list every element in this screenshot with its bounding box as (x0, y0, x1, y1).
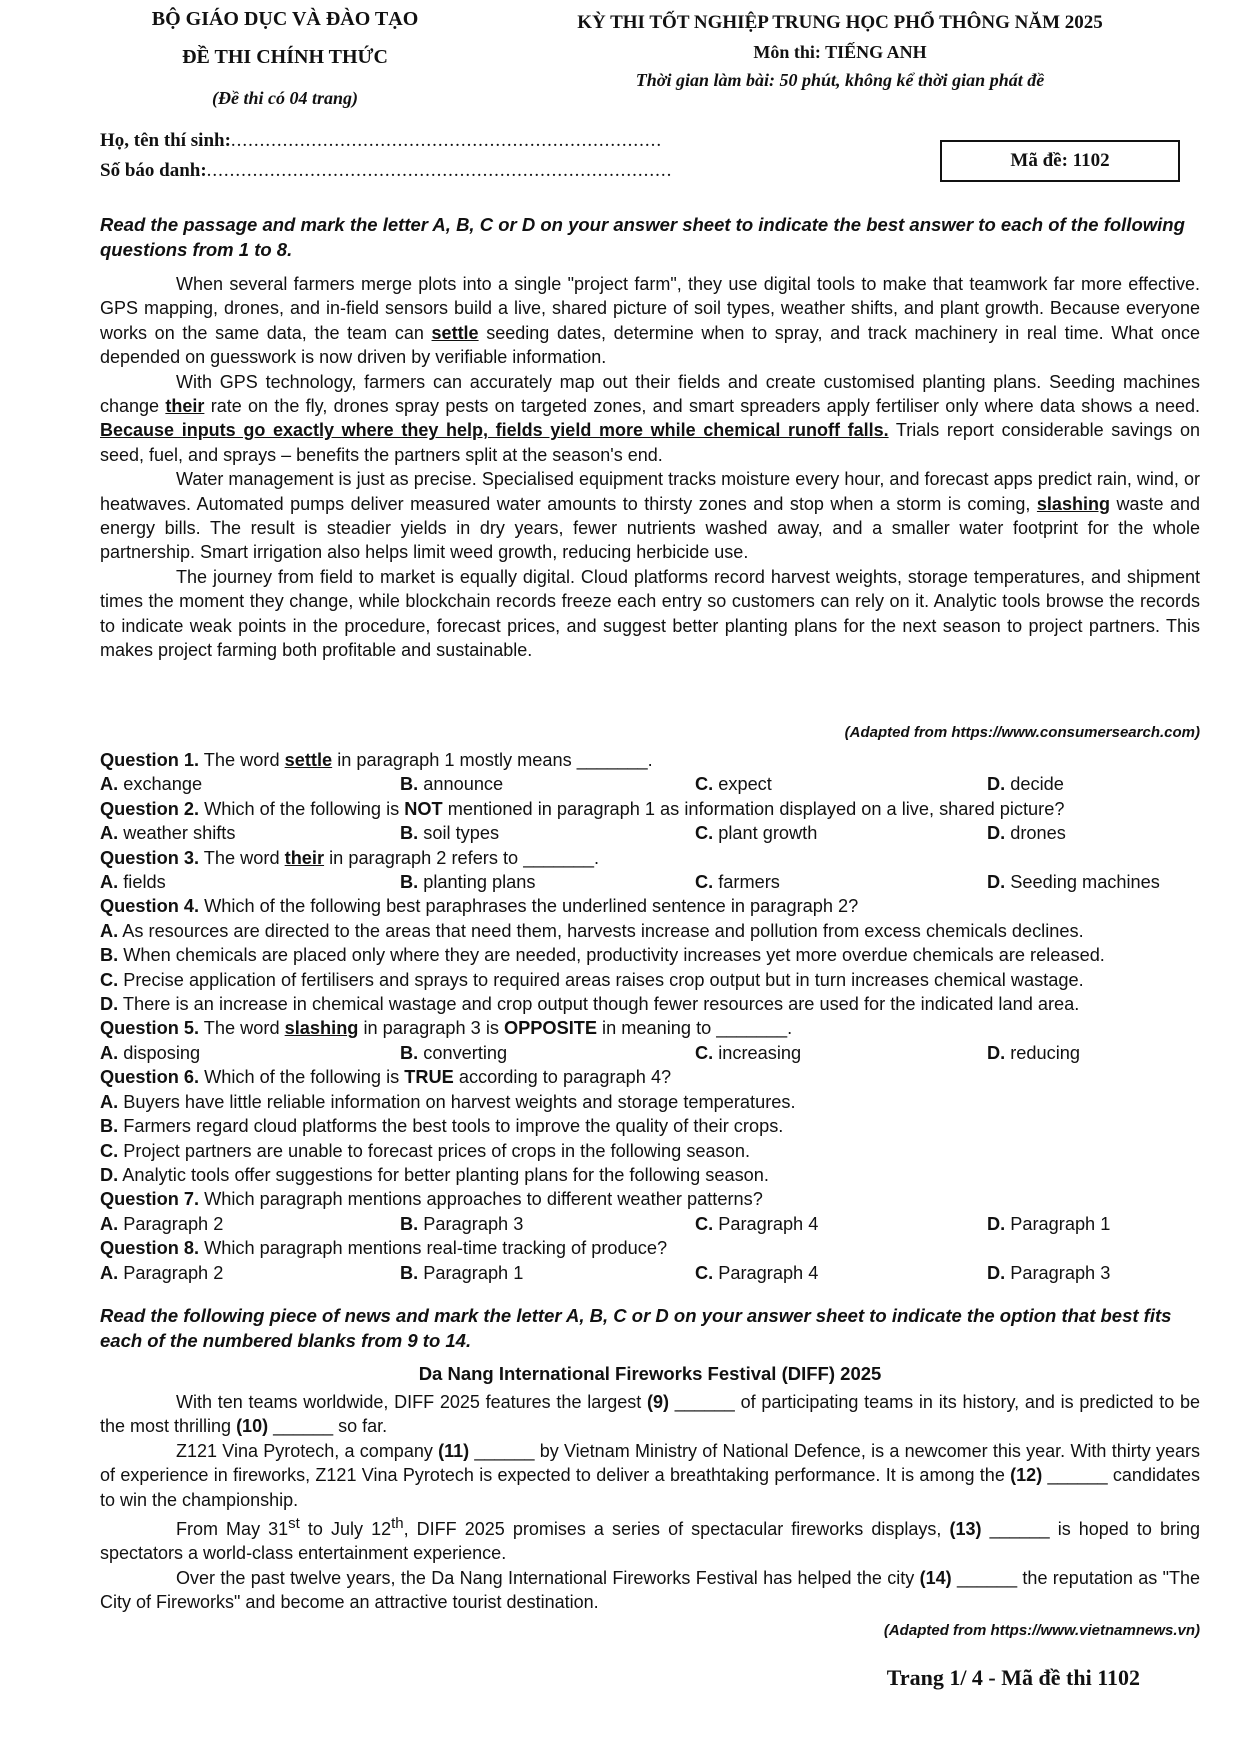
passage-source: (Adapted from https://www.consumersearch.com) (844, 724, 1200, 741)
section2-instruction: Read the following piece of news and mark the letter A, B, C or D on your answer sheet to indicate the option that best fits each of the numbered blanks from 9 to 14. (100, 1305, 1172, 1351)
candidate-name-field[interactable]: ........................................................................... (230, 130, 663, 151)
passage-paragraph-2: With GPS technology, farmers can accurately map out their fields and create customised planting plans. Seeding machines change their rate on the fly, drones spray pests on targeted zones, and smart spreaders apply fertiliser only where data shows a need. Because inputs go exactly where they help, fields yield more while chemical runoff falls. Trials report considerable savings on seed, fuel, and sprays – benefits the partners split at the season's end. (100, 371, 1200, 465)
question-list (100, 748, 1200, 1285)
option-d[interactable]: D. reducing (987, 1042, 1081, 1063)
blank-14[interactable]: (14) (919, 1567, 952, 1588)
option-d[interactable]: D. drones (987, 823, 1066, 844)
question-5-options (100, 1041, 1200, 1065)
option-d[interactable]: D. There is an increase in chemical wastage and crop output though fewer resources are used for the indicated land area. (100, 994, 1080, 1015)
option-d[interactable]: D. Analytic tools offer suggestions for better planting plans for the following season. (100, 1164, 769, 1185)
candidate-number-label: Số báo danh: (100, 160, 207, 181)
option-c[interactable]: C. Paragraph 4 (695, 1213, 819, 1234)
question-2: Question 2. Which of the following is NOT mentioned in paragraph 1 as information displayed on a live, shared picture? (100, 798, 1065, 819)
question-1-options (100, 772, 1200, 796)
option-a[interactable]: A. weather shifts (100, 823, 236, 844)
pages-note: (Đề thi có 04 trang) (212, 88, 358, 108)
page-footer: Trang 1/ 4 - Mã đề thi 1102 (886, 1665, 1140, 1690)
option-b[interactable]: B. converting (400, 1042, 508, 1063)
option-a[interactable]: A. Paragraph 2 (100, 1262, 224, 1283)
section1-instruction: Read the passage and mark the letter A, B, C or D on your answer sheet to indicate the best answer to each of the following questions from 1 to 8. (100, 214, 1185, 260)
question-3-options (100, 870, 1200, 894)
blank-13[interactable]: (13) (949, 1519, 982, 1540)
blank-9[interactable]: (9) (647, 1392, 669, 1412)
option-b[interactable]: B. Paragraph 3 (400, 1213, 524, 1234)
option-d[interactable]: D. Seeding machines (987, 872, 1160, 893)
option-c[interactable]: C. expect (695, 774, 772, 795)
underlined-word-settle: settle (431, 322, 479, 343)
official-exam-label: ĐỀ THI CHÍNH THỨC (182, 46, 388, 68)
question-7-options (100, 1212, 1200, 1236)
candidate-name-label: Họ, tên thí sinh: (100, 130, 231, 151)
question-3: Question 3. The word their in paragraph 2 refers to _______. (100, 847, 600, 868)
option-a[interactable]: A. fields (100, 872, 166, 893)
blank-10[interactable]: (10) (236, 1416, 269, 1437)
question-5: Question 5. The word slashing in paragraph 3 is OPPOSITE in meaning to _______. (100, 1018, 793, 1039)
ministry-name: BỘ GIÁO DỤC VÀ ĐÀO TẠO (151, 8, 419, 30)
option-b[interactable]: B. When chemicals are placed only where they are needed, productivity increases yet more overdue chemicals are released. (100, 945, 1105, 966)
candidate-number-field[interactable]: ................................................................................. (206, 160, 673, 181)
blank-11[interactable]: (11) (438, 1440, 470, 1461)
question-1: Question 1. The word settle in paragraph 1 mostly means _______. (100, 750, 653, 770)
option-a[interactable]: A. As resources are directed to the areas that need them, harvests increase and pollution from excess chemicals declines. (100, 920, 1084, 941)
question-2-options (100, 821, 1200, 845)
news-passage (100, 1390, 1200, 1615)
option-a[interactable]: A. Paragraph 2 (100, 1213, 224, 1234)
passage-paragraph-1: When several farmers merge plots into a single "project farm", they use digital tools to make that teamwork far more effective. GPS mapping, drones, and in-field sensors build a live, shared picture of soil types, weather shifts, and plant growth. Because everyone works on the same data, the team can settle seeding dates, determine when to spray, and track machinery in real time. What once depended on guesswork is now driven by verifiable information. (100, 274, 1200, 368)
question-6: Question 6. Which of the following is TRUE according to paragraph 4? (100, 1067, 672, 1088)
candidate-name-line (100, 130, 662, 152)
option-d[interactable]: D. Paragraph 1 (987, 1213, 1111, 1234)
reading-passage (100, 272, 1200, 663)
exam-code-box (940, 140, 1180, 182)
exam-duration: Thời gian làm bài: 50 phút, không kể thời gian phát đề (635, 70, 1045, 90)
question-7: Question 7. Which paragraph mentions approaches to different weather patterns? (100, 1189, 763, 1210)
option-b[interactable]: B. planting plans (400, 872, 536, 893)
news-paragraph-4: Over the past twelve years, the Da Nang International Fireworks Festival has helped the city (14) ______ the reputation as "The City of Fireworks" and become an attractive tourist destination. (100, 1567, 1200, 1613)
news-paragraph-3: From May 31st to July 12th, DIFF 2025 promises a series of spectacular fireworks displays, (13) ______ is hoped to bring spectators a world-class entertainment experience. (100, 1515, 1200, 1564)
option-d[interactable]: D. Paragraph 3 (987, 1262, 1111, 1283)
news-source: (Adapted from https://www.vietnamnews.vn) (883, 1622, 1200, 1639)
question-8-options (100, 1261, 1200, 1285)
underlined-word-slashing: slashing (1036, 493, 1110, 514)
candidate-number-line (100, 160, 672, 182)
option-b[interactable]: B. soil types (400, 823, 500, 844)
option-a[interactable]: A. exchange (100, 774, 203, 795)
exam-code: Mã đề: 1102 (1010, 150, 1110, 171)
option-b[interactable]: B. Paragraph 1 (400, 1262, 524, 1283)
option-c[interactable]: C. plant growth (695, 823, 818, 844)
passage-paragraph-3: Water management is just as precise. Specialised equipment tracks moisture every hour, and forecast apps predict rain, wind, or heatwaves. Automated pumps deliver measured water amounts to thirsty zones and stop when a storm is coming, slashing waste and energy bills. The result is steadier yields in dry years, fewer nutrients washed away, and a smaller water footprint for the whole partnership. Smart irrigation also helps limit weed growth, reducing herbicide use. (100, 469, 1201, 563)
exam-title: KỲ THI TỐT NGHIỆP TRUNG HỌC PHỔ THÔNG NĂM 2025 (577, 12, 1103, 33)
news-paragraph-1: With ten teams worldwide, DIFF 2025 features the largest (9) ______ of participating teams in its history, and is predicted to be the most thrilling (10) ______ so far. (100, 1392, 1201, 1437)
option-c[interactable]: C. farmers (695, 872, 780, 893)
blank-12[interactable]: (12) (1010, 1465, 1043, 1486)
option-a[interactable]: A. disposing (100, 1042, 201, 1063)
news-paragraph-2: Z121 Vina Pyrotech, a company (11) ______ by Vietnam Ministry of National Defence, is a newcomer this year. With thirty years of experience in fireworks, Z121 Vina Pyrotech is expected to deliver a breathtaking performance. It is among the (12) ______ candidates to win the championship. (100, 1440, 1200, 1510)
option-c[interactable]: C. Project partners are unable to forecast prices of crops in the following season. (100, 1140, 751, 1161)
underlined-word-their: their (165, 396, 205, 417)
option-b[interactable]: B. Farmers regard cloud platforms the best tools to improve the quality of their crops. (100, 1116, 784, 1137)
question-4: Question 4. Which of the following best paraphrases the underlined sentence in paragraph 2? (100, 896, 859, 917)
option-c[interactable]: C. Paragraph 4 (695, 1262, 819, 1283)
news-title: Da Nang International Fireworks Festival (DIFF) 2025 (418, 1363, 882, 1384)
option-a[interactable]: A. Buyers have little reliable information on harvest weights and storage temperatures. (100, 1091, 796, 1112)
question-8: Question 8. Which paragraph mentions real-time tracking of produce? (100, 1238, 668, 1259)
option-b[interactable]: B. announce (400, 774, 504, 795)
underlined-sentence: Because inputs go exactly where they help, fields yield more while chemical runoff falls. (100, 420, 889, 441)
passage-paragraph-4: The journey from field to market is equally digital. Cloud platforms record harvest weights, storage temperatures, and shipment times the moment they change, while blockchain records freeze each entry so customers can rely on it. Analytic tools browse the records to indicate weak points in the procedure, forecast prices, and suggest better planting plans for the next season to project partners. This makes project farming both profitable and sustainable. (100, 566, 1200, 661)
option-c[interactable]: C. Precise application of fertilisers and sprays to required areas raises crop output but in turn increases chemical wastage. (100, 969, 1084, 990)
exam-subject: Môn thi: TIẾNG ANH (753, 42, 927, 62)
option-d[interactable]: D. decide (987, 774, 1064, 795)
option-c[interactable]: C. increasing (695, 1042, 802, 1063)
